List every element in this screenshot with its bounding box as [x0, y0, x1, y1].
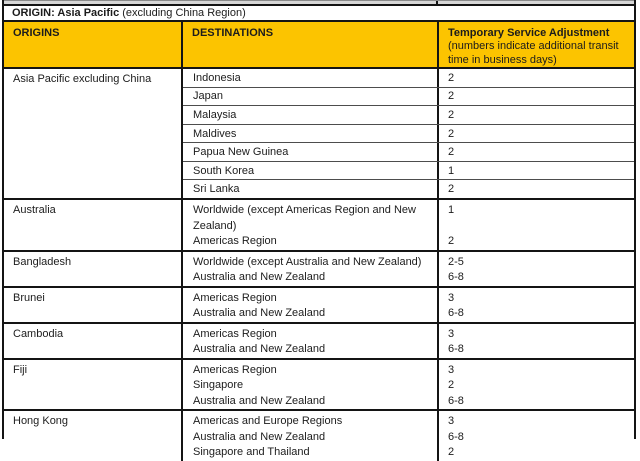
destination-cell: Maldives: [183, 125, 439, 143]
adjustment-cell: [439, 324, 634, 358]
origin-cell: Brunei: [4, 288, 183, 322]
adjustment-line: 3: [448, 327, 455, 340]
destination-line: Singapore and Thailand: [193, 446, 310, 458]
origin-cell: Bangladesh: [4, 252, 183, 286]
table-group-fiji: [4, 360, 634, 412]
destination-line: Americas Region: [193, 327, 277, 340]
adjustment-cell: [439, 360, 634, 410]
destination-cell: Sri Lanka: [183, 180, 439, 198]
adjustment-cell: [439, 288, 634, 322]
adjustment-line: 3: [448, 291, 455, 304]
destination-line: Australia and New Zealand: [193, 394, 326, 407]
cropped-previous-row: [4, 0, 634, 4]
destination-line: Australia and New Zealand: [193, 307, 326, 319]
table-row: [183, 87, 634, 106]
table-group-asia-pacific-excluding-china: [4, 69, 634, 200]
adjustment-line: 6-8: [448, 430, 464, 443]
origin-banner-subtitle: (excluding China Region): [119, 7, 246, 19]
destination-line: Americas Region: [193, 291, 277, 304]
origin-banner: [4, 4, 634, 22]
table-group-hong-kong: [4, 411, 634, 461]
adjustment-line: 1: [448, 204, 455, 216]
destination-cell: Papua New Guinea: [183, 143, 439, 161]
destination-cell: Japan: [183, 88, 439, 106]
adjustment-cell: 2: [448, 108, 455, 121]
origin-cell: Cambodia: [4, 324, 183, 358]
destination-cell: [183, 252, 439, 286]
adjustment-cell: 2: [448, 146, 455, 159]
column-header-origins: ORIGINS: [4, 22, 183, 67]
adjustment-line: 6-8: [448, 307, 464, 319]
destination-line: Australia and New Zealand: [193, 343, 326, 355]
destination-line: Americas Region: [193, 363, 277, 376]
table-row: [183, 124, 634, 143]
adjustment-header-title: Temporary Service Adjustment: [448, 27, 610, 39]
origin-cell: Australia: [4, 200, 183, 250]
adjustment-cell: 2: [448, 127, 455, 140]
adjustment-line: 2: [448, 379, 455, 391]
destination-line: Americas Region: [193, 235, 277, 247]
adjustment-line-spacer: [448, 219, 630, 235]
column-header-adjustment: [439, 22, 634, 67]
column-divider: [436, 1, 438, 5]
adjustment-cell: 1: [448, 164, 455, 177]
adjustment-cell: [439, 252, 634, 286]
origin-cell: Fiji: [4, 360, 183, 410]
adjustment-line: 3: [448, 363, 455, 376]
column-header-row: [4, 22, 634, 69]
table-group-cambodia: [4, 324, 634, 360]
column-header-destinations: DESTINATIONS: [183, 22, 439, 67]
adjustment-header-subtitle: (numbers indicate additional transit time in business days): [448, 40, 619, 66]
adjustment-line: 6-8: [448, 394, 464, 407]
table-row: [183, 179, 634, 198]
table-group-brunei: [4, 288, 634, 324]
table-group-australia: [4, 200, 634, 252]
destination-rows: [183, 69, 634, 198]
destination-cell: Malaysia: [183, 106, 439, 124]
adjustment-cell: [439, 411, 634, 461]
destination-line: Worldwide (except Americas Region and New Zealand): [193, 204, 416, 232]
adjustment-cell: 2: [448, 71, 455, 84]
destination-cell: Indonesia: [183, 69, 439, 87]
destination-cell: [183, 411, 439, 461]
origin-banner-title: ORIGIN: Asia Pacific: [12, 7, 120, 19]
adjustment-line: 2-5: [448, 255, 464, 268]
adjustment-line: 2: [448, 235, 455, 247]
destination-cell: [183, 200, 439, 250]
origin-cell: Asia Pacific excluding China: [4, 69, 183, 198]
destination-line: Australia and New Zealand: [193, 430, 326, 443]
destination-line: Singapore: [193, 379, 244, 391]
destination-cell: [183, 288, 439, 322]
adjustment-line: 3: [448, 415, 455, 427]
destination-cell: [183, 360, 439, 410]
table-row: [183, 142, 634, 161]
table-group-bangladesh: [4, 252, 634, 288]
destination-line: Worldwide (except Australia and New Zealand): [193, 255, 422, 268]
destination-cell: [183, 324, 439, 358]
adjustment-cell: [439, 200, 634, 250]
service-adjustment-table: [2, 0, 636, 458]
table-row: [183, 105, 634, 124]
adjustment-cell: 2: [448, 183, 455, 196]
origin-cell: Hong Kong: [4, 411, 183, 461]
adjustment-cell: 2: [448, 90, 455, 103]
destination-line: Americas and Europe Regions: [193, 415, 343, 427]
destination-line: Australia and New Zealand: [193, 271, 326, 283]
adjustment-line: 6-8: [448, 343, 464, 355]
table-row: [183, 161, 634, 180]
adjustment-line: 6-8: [448, 271, 464, 283]
destination-cell: South Korea: [183, 162, 439, 180]
table-row: [183, 69, 634, 87]
adjustment-line: 2: [448, 446, 455, 458]
